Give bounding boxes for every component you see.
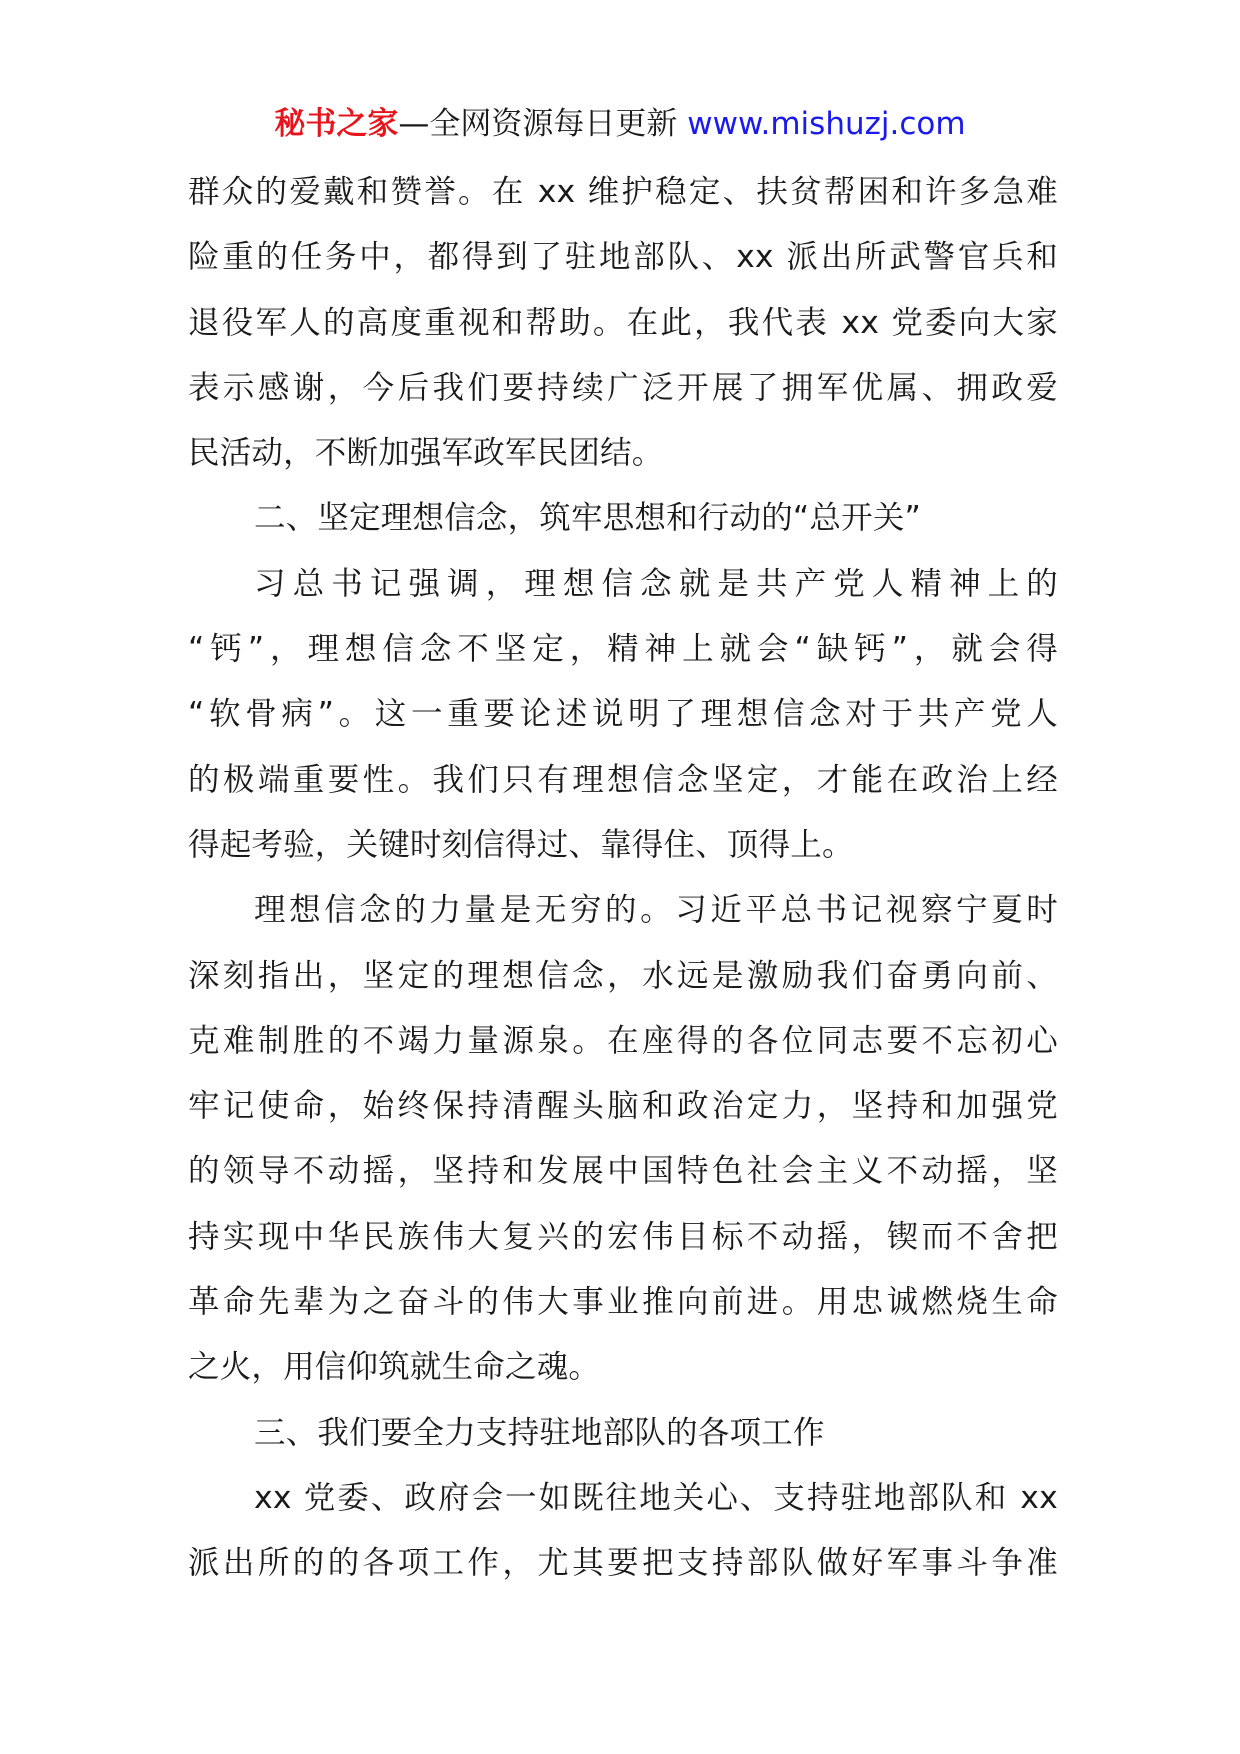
brand-name: 秘书之家 <box>274 106 399 142</box>
body-line: 之火，用信仰筑就生命之魂。 <box>188 1349 601 1386</box>
body-line: 派出所的的各项工作，尤其要把支持部队做好军事斗争准 <box>188 1545 1058 1582</box>
body-line: 险重的任务中，都得到了驻地部队、xx 派出所武警官兵和 <box>188 239 1058 276</box>
body-line: 深刻指出，坚定的理想信念，水远是激励我们奋勇向前、 <box>188 957 1058 994</box>
document-body <box>188 160 1058 1597</box>
body-line: 革命先辈为之奋斗的伟大事业推向前进。用忠诚燃烧生命 <box>188 1284 1058 1321</box>
body-line: 退役军人的高度重视和帮助。在此，我代表 xx 党委向大家 <box>188 304 1058 341</box>
body-line: 民活动，不断加强军政军民团结。 <box>188 435 664 472</box>
website-link[interactable]: www.mishuzj.com <box>687 106 966 142</box>
body-line: 的极端重要性。我们只有理想信念坚定，才能在政治上经 <box>188 761 1058 798</box>
body-line: 克难制胜的不竭力量源泉。在座得的各位同志要不忘初心 <box>188 1022 1058 1059</box>
body-line: 理想信念的力量是无穷的。习近平总书记视察宁夏时 <box>254 892 1058 929</box>
body-line: xx 党委、政府会一如既往地关心、支持驻地部队和 xx <box>254 1479 1058 1516</box>
body-line: 习总书记强调，理想信念就是共产党人精神上的 <box>254 565 1058 602</box>
body-line: 得起考验，关键时刻信得过、靠得住、顶得上。 <box>188 826 854 863</box>
page-header <box>0 102 1240 146</box>
section-heading: 二、坚定理想信念，筑牢思想和行动的“总开关” <box>254 500 922 537</box>
body-line: “钙”，理想信念不坚定，精神上就会“缺钙”，就会得 <box>188 631 1058 668</box>
header-tagline: —全网资源每日更新 <box>398 106 678 142</box>
section-heading: 三、我们要全力支持驻地部队的各项工作 <box>254 1414 825 1451</box>
body-line: 牢记使命，始终保持清醒头脑和政治定力，坚持和加强党 <box>188 1088 1058 1125</box>
body-line: 的领导不动摇，坚持和发展中国特色社会主义不动摇，坚 <box>188 1153 1058 1190</box>
body-line: 持实现中华民族伟大复兴的宏伟目标不动摇，锲而不舍把 <box>188 1218 1058 1255</box>
body-line: 群众的爱戴和赞誉。在 xx 维护稳定、扶贫帮困和许多急难 <box>188 174 1058 210</box>
body-line: “软骨病”。这一重要论述说明了理想信念对于共产党人 <box>188 696 1058 733</box>
body-line: 表示感谢，今后我们要持续广泛开展了拥军优属、拥政爱 <box>188 369 1058 406</box>
